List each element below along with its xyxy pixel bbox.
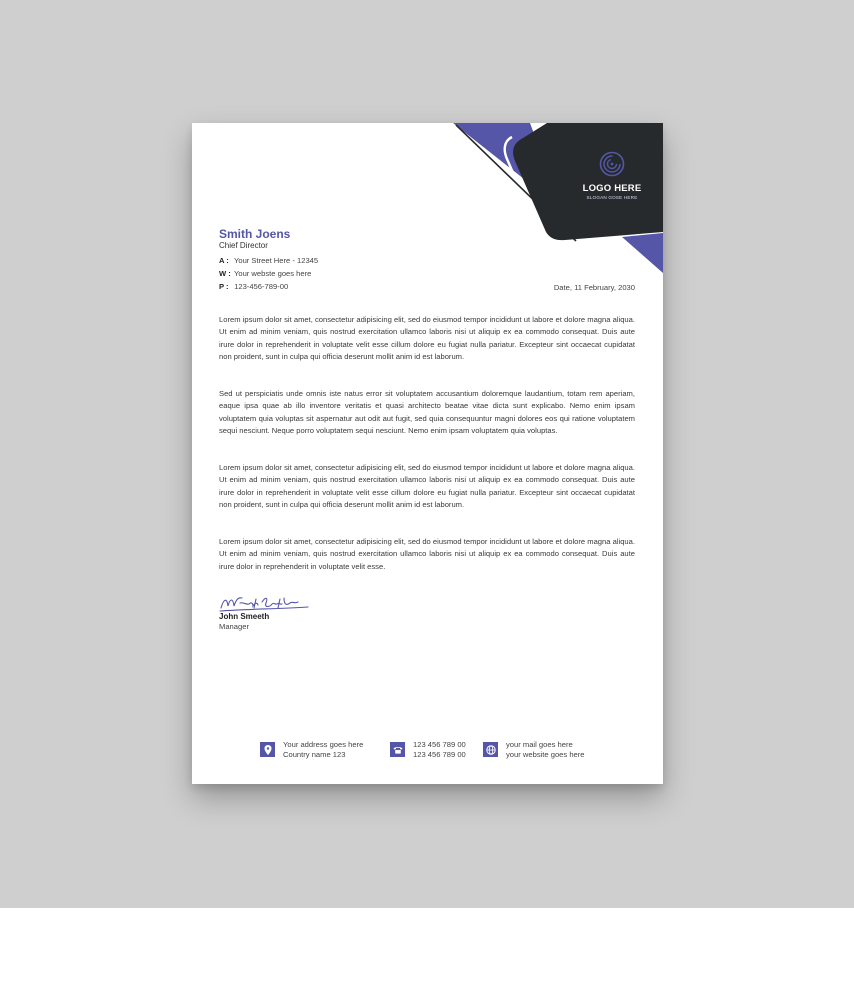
signature — [218, 594, 310, 614]
phone-value: 123-456-789-00 — [234, 282, 289, 291]
signer-title: Manager — [219, 622, 249, 631]
telephone-icon — [390, 742, 405, 757]
web-value: Your webste goes here — [233, 269, 312, 278]
body-paragraph: Sed ut perspiciatis unde omnis iste natus error sit voluptatem accusantium doloremque laudantium, totam rem aperiam, eaque ipsa quae ab illo inventore veritatis et quasi architecto beatae vitae dicta sunt explicabo. Nemo enim ipsam voluptatem quia voluptas sit aspernatur aut odit aut fugit, sed quia consequuntur magni dolores eos qui ratione voluptatem sequi nesciunt. Neque porro voluptatem sequi nesciunt. Nemo enim ipsam voluptatem quia voluptas. — [219, 389, 635, 436]
letterhead-page — [192, 123, 663, 784]
footer-web-text — [506, 740, 585, 760]
footer-phone — [390, 740, 480, 762]
logo — [562, 151, 662, 200]
footer-address-text — [283, 740, 363, 760]
header-accent-triangle — [622, 233, 663, 273]
sender-address — [219, 256, 318, 265]
sender-name: Smith Joens — [219, 227, 291, 241]
footer-address — [260, 740, 380, 762]
signer-name: John Smeeth — [219, 612, 270, 621]
footer-web-line1: your mail goes here — [506, 740, 573, 749]
letter-date: Date, 11 February, 2030 — [553, 283, 635, 292]
sender-web — [219, 269, 311, 278]
footer-address-line2: Country name 123 — [283, 750, 346, 759]
footer-phone-line1: 123 456 789 00 — [413, 740, 466, 749]
body-paragraph: Lorem ipsum dolor sit amet, consectetur adipisicing elit, sed do eiusmod tempor incididunt ut labore et dolore magna aliqua. Ut enim ad minim veniam, quis nostrud exercitation ullamco laboris nisi ut aliquip ex ea commodo consequat. Duis aute irure dolor in reprehenderit in voluptate velit esse. — [219, 537, 635, 571]
globe-icon — [483, 742, 498, 757]
sender-phone — [219, 282, 288, 291]
bottom-strip — [0, 908, 854, 1000]
body-paragraph: Lorem ipsum dolor sit amet, consectetur adipisicing elit, sed do eiusmod tempor incididunt ut labore et dolore magna aliqua. Ut enim ad minim veniam, quis nostrud exercitation ullamco laboris nisi ut aliquip ex ea commodo consequat. Duis aute irure dolor in reprehenderit in voluptate velit esse cillum dolore eu fugiat nulla pariatur. Excepteur sint occaecat cupidatat non proident, sunt in culpa qui officia deserunt mollit anim id est laborum. — [219, 315, 635, 362]
address-key: A : — [219, 256, 229, 265]
body-paragraph: Lorem ipsum dolor sit amet, consectetur adipisicing elit, sed do eiusmod tempor incididunt ut labore et dolore magna aliqua. Ut enim ad minim veniam, quis nostrud exercitation ullamco laboris nisi ut aliquip ex ea commodo consequat. Duis aute irure dolor in reprehenderit in voluptate velit esse cillum dolore eu fugiat nulla pariatur. Excepteur sint occaecat cupidatat non proident, sunt in culpa qui officia deserunt mollit anim id est laborum. — [219, 463, 635, 510]
footer-web — [483, 740, 603, 762]
footer-address-line1: Your address goes here — [283, 740, 364, 749]
web-key: W : — [219, 269, 231, 278]
maze-circle-icon — [599, 151, 625, 177]
logo-title: LOGO HERE — [582, 183, 642, 194]
footer-phone-line2: 123 456 789 00 — [413, 750, 466, 759]
phone-key: P : — [219, 282, 229, 291]
footer-web-line2: your website goes here — [506, 750, 585, 759]
logo-slogan: SLOGAN GOSE HERE — [586, 195, 638, 200]
footer-phone-text — [413, 740, 466, 760]
location-pin-icon — [260, 742, 275, 757]
sender-title: Chief Director — [219, 241, 268, 250]
address-value: Your Street Here - 12345 — [233, 256, 319, 265]
